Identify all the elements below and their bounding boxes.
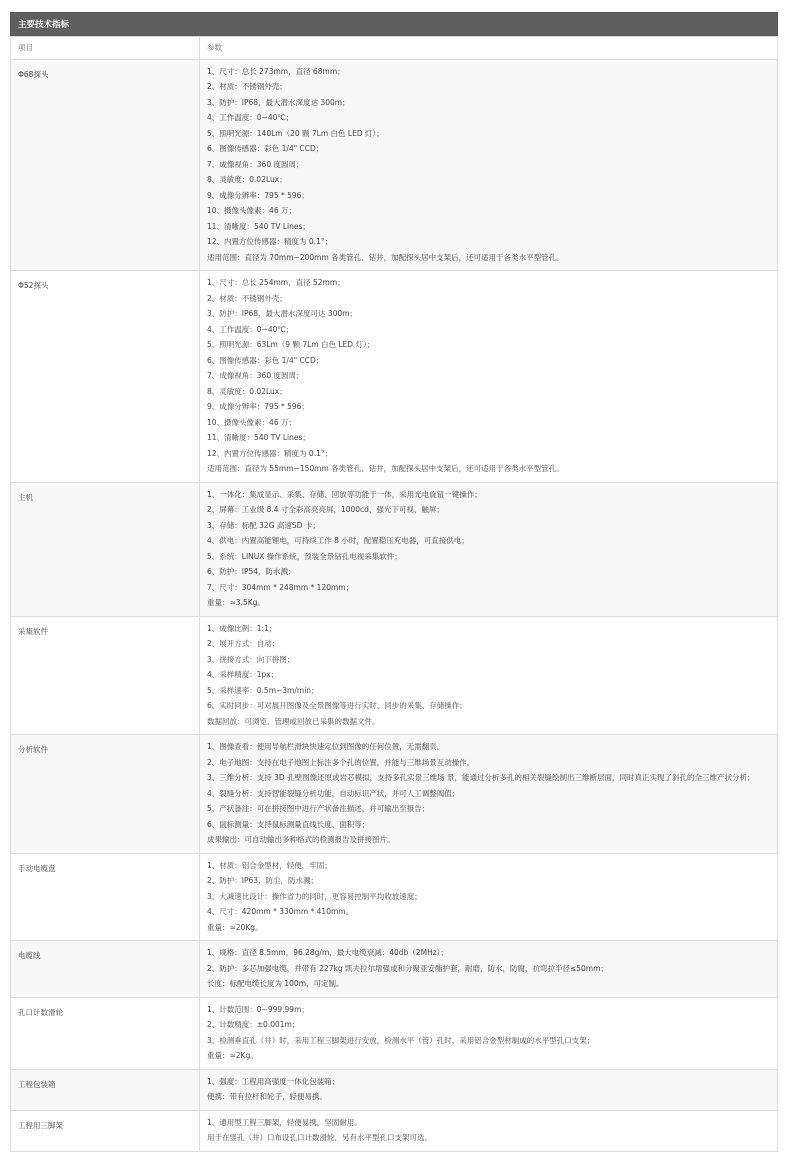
table-row [11, 1069, 778, 1110]
param-line: 5、采样速率：0.5m~3m/min； [207, 685, 319, 695]
param-line: 1、尺寸：总长 273mm，直径 68mm； [207, 66, 345, 76]
param-line: 长度：标配电缆长度为 100m，可定制。 [207, 979, 344, 988]
item-params [200, 1110, 778, 1151]
table-row [11, 735, 778, 854]
item-params [200, 735, 778, 854]
item-name: 主机 [11, 482, 200, 616]
item-name: 分析软件 [11, 735, 200, 854]
param-line: 2、材质：不锈钢外壳； [207, 293, 287, 303]
param-line: 重量：≈3.5Kg。 [207, 598, 265, 607]
param-line: 9、成像分辨率：795 * 596； [207, 190, 309, 200]
param-line: 1、图像查看：使用导航栏滑块快速定位到图像的任何位置，无需翻页。 [207, 742, 445, 751]
item-name: 孔口计数滑轮 [11, 997, 200, 1069]
param-line: 3、检测垂直孔（井）时，采用工程三脚架进行安放，检测水平（管）孔时，采用铝合金型材制成的水平型孔口支架； [207, 1035, 595, 1045]
param-line: 2、电子地图：支持在电子地图上标注多个孔的位置，并能与三维场景互动操作。 [207, 757, 475, 767]
param-line: 用于在竖孔（井）口布设孔口计数滑轮，另有水平型孔口支架可选。 [207, 1133, 432, 1142]
table-row [11, 616, 778, 735]
header-params: 参数 [200, 37, 778, 60]
param-line: 4、工作温度：0~40℃； [207, 324, 294, 334]
header-item: 项目 [11, 37, 200, 60]
param-line: 4、尺寸：420mm * 330mm * 410mm。 [207, 907, 354, 916]
param-line: 1、强度：工程用高强度一体化包装箱； [207, 1076, 340, 1086]
item-name: 手动电缆盘 [11, 853, 200, 941]
table-row [11, 482, 778, 616]
param-line: 1、尺寸：总长 254mm，直径 52mm； [207, 278, 345, 287]
param-line: 4、采样精度：1px； [207, 670, 279, 679]
item-name: 电缆线 [11, 941, 200, 998]
param-line: 适用范围：直径为 55mm~150mm 各类管孔、钻井，加配探头居中支架后，还可适用于各类水平型管孔。 [207, 464, 564, 473]
spec-section [10, 12, 778, 1152]
section-title: 主要技术指标 [10, 12, 778, 36]
table-row [11, 853, 778, 941]
param-line: 3、拼接方式：向下拼图； [207, 654, 295, 664]
param-line: 4、供电：内置高能锂电，可持续工作 8 小时，配置稳压充电器，可直接供电； [207, 536, 469, 545]
param-line: 3、防护：IP68，最大潜水深度达 300m； [207, 97, 350, 107]
param-line: 6、实时同步：可对展开图像及全景图像等进行实时、同步的采集、存储操作； [207, 701, 467, 710]
item-name: 采集软件 [11, 616, 200, 735]
spec-table [10, 36, 778, 1152]
param-line: 9、成像分辨率：795 * 596； [207, 402, 309, 411]
item-params [200, 1069, 778, 1110]
param-line: 8、灵敏度：0.02Lux； [207, 175, 287, 184]
param-line: 1、一体化：集成显示、采集、存储、回放等功能于一体，采用光电旋钮一键操作； [207, 489, 482, 499]
item-params [200, 853, 778, 941]
item-params [200, 997, 778, 1069]
param-line: 11、清晰度：540 TV Lines； [207, 433, 310, 442]
param-line: 2、防护：多芯加强电缆，并带有 227kg 凯夫拉尔增强或和分聚亚安酯护套，耐磨，防水，防腐，抗弯拉半径≤50mm； [207, 963, 608, 973]
param-line: 11、清晰度：540 TV Lines； [207, 221, 310, 231]
param-line: 1、规格：直径 8.5mm，96.28g/m，最大电缆衰减：40db（2MHz）； [207, 948, 448, 957]
param-line: 2、计数精度：±0.001m； [207, 1020, 300, 1029]
param-line: 12、内置方位传感器：精度为 0.1°； [207, 237, 333, 246]
item-name: 工程包装箱 [11, 1069, 200, 1110]
item-params [200, 59, 778, 271]
param-line: 1、成像比例：1:1； [207, 623, 277, 633]
param-line: 6、鼠标测量：支持鼠标测量直线长度、面积等； [207, 819, 370, 829]
param-line: 5、系统：LINUX 操作系统，预装全景钻孔电视采集软件； [207, 551, 402, 561]
param-line: 6、图像传感器：彩色 1/4" CCD； [207, 355, 324, 365]
param-line: 1、通用型工程三脚架，轻便易携，坚固耐用。 [207, 1117, 362, 1127]
item-name: Φ52探头 [11, 271, 200, 483]
param-line: 3、三维分析：支持 3D 孔壁图像还原或岩芯模拟，支持多孔实景三维场 景，能通过分析多孔的相关裂缝绘制出三维断层面，同时真正实现了斜孔的全三维产状分析； [207, 773, 755, 782]
item-name: 工程用三脚架 [11, 1110, 200, 1151]
table-row [11, 941, 778, 998]
param-line: 10、摄像头像素：46 万； [207, 417, 296, 427]
param-line: 2、屏幕：工业级 8.4 寸全彩高亮亮屏，1000cd，强光下可视，触屏； [207, 505, 444, 514]
item-name: Φ68探头 [11, 59, 200, 271]
item-params [200, 941, 778, 998]
table-row [11, 1110, 778, 1151]
param-line: 4、裂缝分析：支持智能裂缝分析功能，自动标识产状，并可人工调整阀值； [207, 788, 460, 798]
table-row [11, 59, 778, 271]
param-line: 6、防护：IP54，防水溅； [207, 567, 296, 576]
table-row [11, 271, 778, 483]
param-line: 12、内置方位传感器：精度为 0.1°； [207, 448, 333, 458]
table-header-row [11, 37, 778, 60]
param-line: 5、产状备注：可在拼接图中进行产状备注描述，并可输出至报告； [207, 804, 430, 813]
param-line: 成果输出：可自动输出多种格式的检测报告及拼接图片。 [207, 835, 395, 844]
param-line: 4、工作温度：0~40℃； [207, 113, 294, 122]
param-line: 1、计数范围：0~999.99m； [207, 1004, 309, 1014]
param-line: 适用范围：直径为 70mm~200mm 各类管孔、钻井，加配探头居中支架后，还可适用于各类水平型管孔。 [207, 252, 564, 262]
item-params [200, 482, 778, 616]
item-params [200, 271, 778, 483]
param-line: 5、照明光源：63Lm（9 颗 7Lm 白色 LED 灯）； [207, 340, 375, 349]
param-line: 8、灵敏度：0.02Lux； [207, 386, 287, 396]
param-line: 便携：带有拉杆和轮子，轻便易携。 [207, 1092, 327, 1101]
param-line: 重量：≈20Kg。 [207, 922, 263, 932]
param-line: 2、材质：不锈钢外壳； [207, 82, 287, 91]
param-line: 2、防护：IP63，防尘，防水溅； [207, 876, 319, 885]
param-line: 3、大减速比设计：操作省力的同时，更容易控制平均收放速度； [207, 891, 422, 901]
param-line: 2、展开方式：自动； [207, 639, 280, 648]
param-line: 7、成像视角：360 度圆周； [207, 371, 304, 380]
param-line: 数据回放：可浏览、管理或回放已采集的数据文件。 [207, 716, 380, 726]
item-params [200, 616, 778, 735]
param-line: 3、存储：标配 32G 高速SD 卡； [207, 520, 320, 530]
param-line: 1、材质：铝合金型材，轻便，牢固； [207, 860, 332, 870]
table-row [11, 997, 778, 1069]
param-line: 7、尺寸：304mm * 248mm * 120mm； [207, 582, 354, 592]
param-line: 7、成像视角：360 度圆周； [207, 159, 304, 169]
param-line: 10、摄像头像素：46 万； [207, 206, 296, 215]
param-line: 5、照明光源：140Lm（20 颗 7Lm 白色 LED 灯）； [207, 128, 384, 138]
param-line: 重量：≈2Kg。 [207, 1051, 258, 1060]
param-line: 6、图像传感器：彩色 1/4" CCD； [207, 144, 324, 153]
param-line: 3、防护：IP68，最大潜水深度可达 300m； [207, 309, 358, 318]
